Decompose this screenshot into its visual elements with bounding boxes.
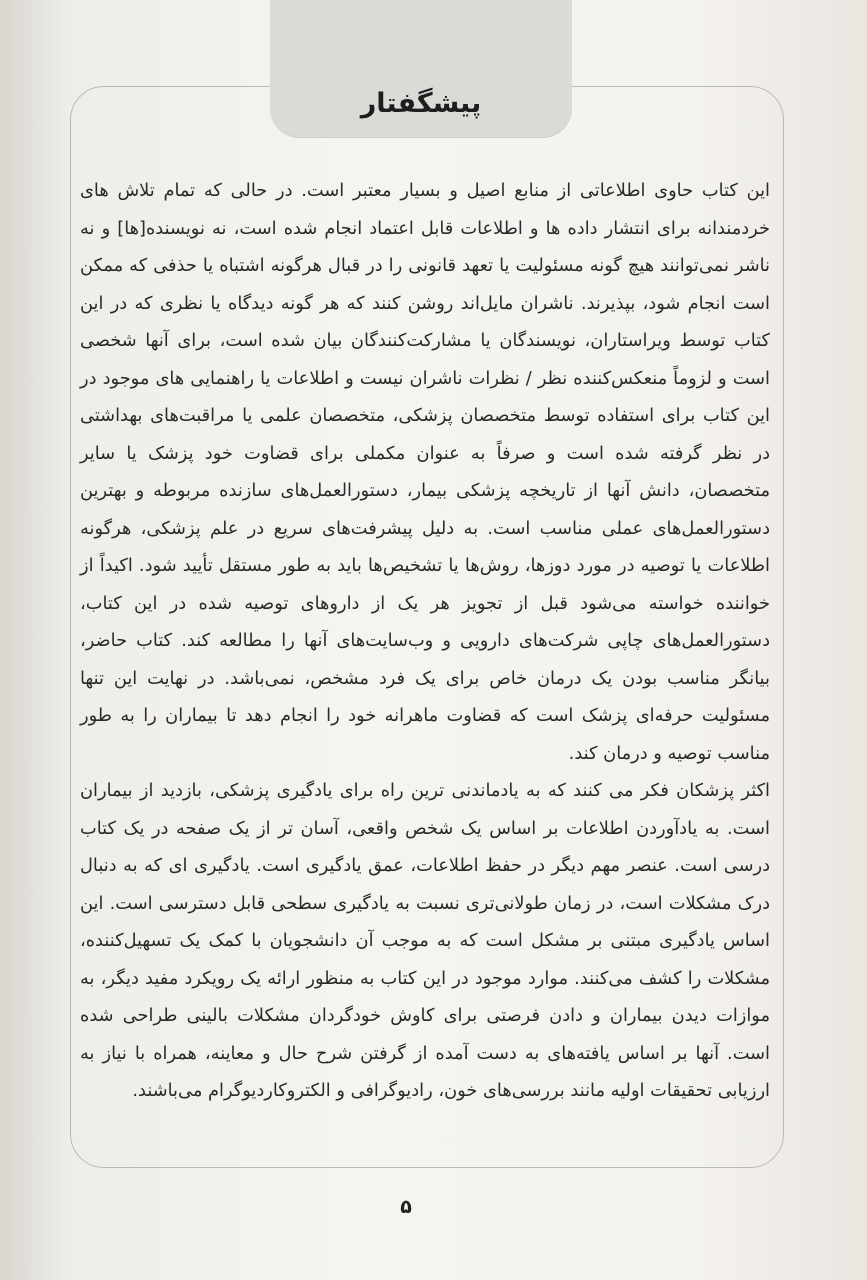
paragraph-learning: اکثر پزشکان فکر می کنند که به یادماندنی ترین راه برای یادگیری پزشکی، بازدید از بیماران است. به یادآوردن اطلاعات بر اساس یک شخص واقعی، آسان تر از یک صفحه در یک کتاب درسی است. عنصر مهم دیگر در حفظ اطلاعات، عمق یادگیری است. یادگیری ای که به دنبال درک مشکلات است، در زمان طولانی‌تری نسبت به یادگیری سطحی قابل دسترسی است. این اساس یادگیری مبتنی بر مشکل است که به موجب آن دانشجویان با کمک یک تسهیل‌کننده، مشکلات را کشف می‌کنند. موارد موجود در این کتاب به منظور ارائه یک رویکرد مفید دیگر، به موازات دیدن بیماران و دادن فرصتی برای کاوش خودگردان مشکلات بالینی طراحی شده است. آنها بر اساس یافته‌های به دست آمده از گرفتن شرح حال و معاینه، همراه با نیاز به ارزیابی تحقیقات اولیه مانند بررسی‌های خون، رادیوگرافی و الکتروکاردیوگرام می‌باشند. <box>80 780 770 1101</box>
body-text <box>80 172 770 1110</box>
paragraph-disclaimer: این کتاب حاوی اطلاعاتی از منابع اصیل و بسیار معتبر است. در حالی که تمام تلاش های خردمندانه برای انتشار داده ها و اطلاعات قابل اعتماد انجام شده است، نه نویسنده[ها] و نه ناشر نمی‌توانند هیچ گونه مسئولیت یا تعهد قانونی را در قبال هرگونه اشتباه یا حذفی که ممکن است انجام شود، بپذیرند. ناشران مایل‌اند روشن کنند که هر گونه دیدگاه یا نظری که در این کتاب توسط ویراستاران، نویسندگان یا مشارکت‌کنندگان بیان شده است، برای آنها شخصی است و لزوماً منعکس‌کننده نظر / نظرات ناشران نیست و اطلاعات یا راهنمایی های موجود در این کتاب برای استفاده توسط متخصصان پزشکی، متخصصان علمی یا مراقبت‌های بهداشتی در نظر گرفته شده است و صرفاً به عنوان مکملی برای قضاوت خود پزشک یا سایر متخصصان، دانش آنها از تاریخچه پزشکی بیمار، دستورالعمل‌های سازنده مربوطه و بهترین دستورالعمل‌های عملی مناسب است. به دلیل پیشرفت‌های سریع در علم پزشکی، هرگونه اطلاعات یا توصیه در مورد دوزها، روش‌ها یا تشخیص‌ها باید به طور مستقل تأیید شود. اکیداً از خواننده خواسته می‌شود قبل از تجویز هر یک از داروهای توصیه شده در این کتاب، دستورالعمل‌های چاپی شرکت‌های دارویی و وب‌سایت‌های آنها را مطالعه کند. کتاب حاضر، بیانگر مناسب بودن یک درمان خاص برای یک فرد مشخص، نمی‌باشد. در نهایت این تنها مسئولیت حرفه‌ای پزشک است که قضاوت ماهرانه خود را انجام دهد تا بیماران را به طور مناسب توصیه و درمان کند. <box>80 180 770 764</box>
page-title: پیشگفتار <box>360 88 482 119</box>
page-number: ۵ <box>400 1196 412 1218</box>
